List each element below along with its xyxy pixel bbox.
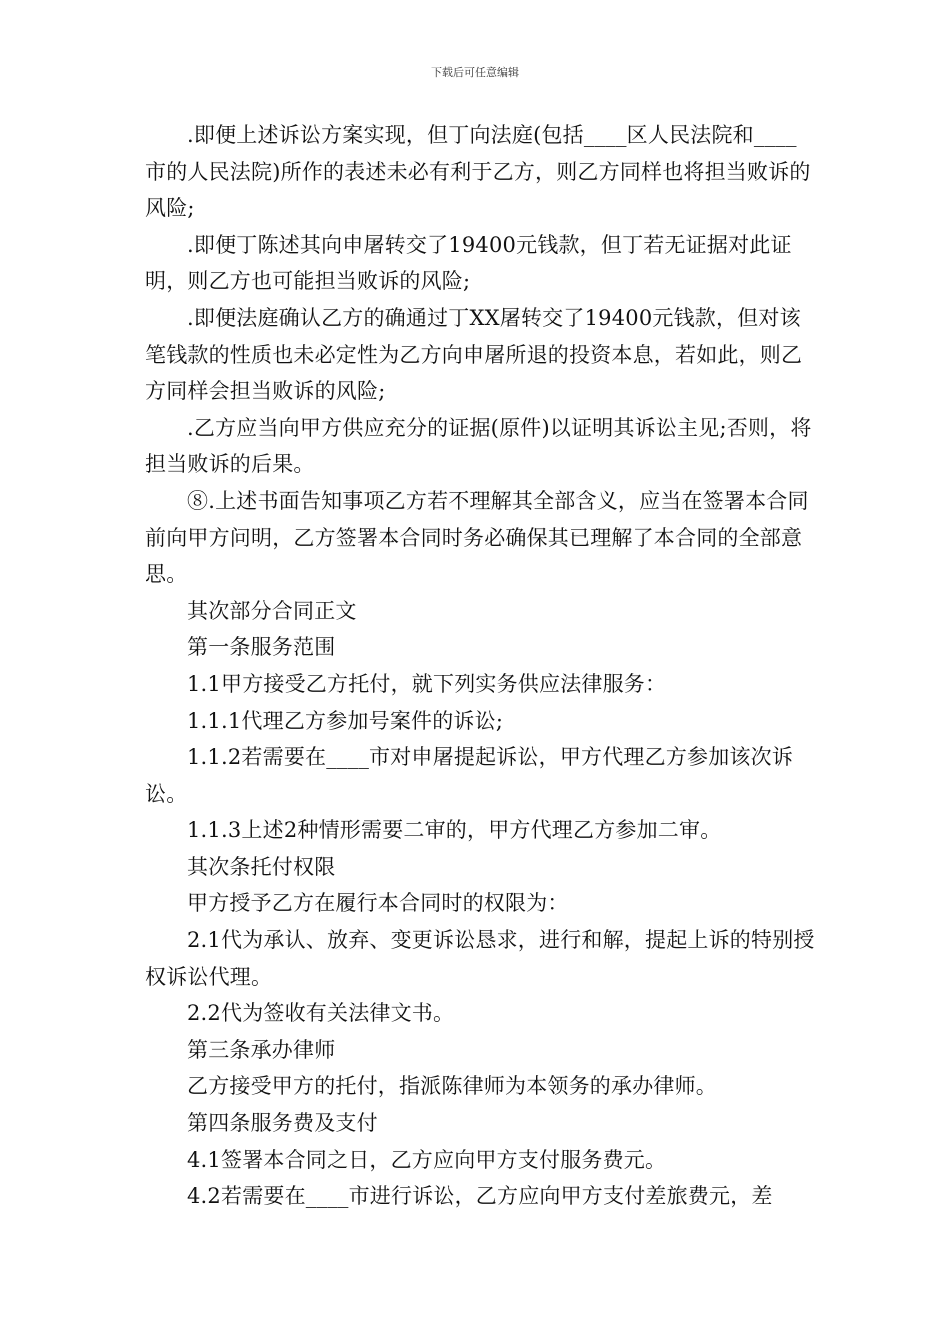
article-heading: 第四条服务费及支付 [187, 1111, 378, 1136]
paragraph: ⑧.上述书面告知事项乙方若不理解其全部含义，应当在签署本合同前向甲方问明，乙方签署本合同时务必确保其已理解了本合同的全部意思。 [145, 488, 809, 587]
clause: 1.1.3上述2种情形需要二审的，甲方代理乙方参加二审。 [187, 818, 722, 843]
article-heading: 第一条服务范围 [187, 635, 336, 660]
section-heading: 其次部分合同正文 [187, 598, 357, 623]
clause: 1.1.1代理乙方参加号案件的诉讼; [187, 708, 504, 733]
paragraph: 甲方授予乙方在履行本合同时的权限为： [187, 891, 569, 916]
article-heading: 其次条托付权限 [187, 854, 336, 879]
clause: 2.1代为承认、放弃、变更诉讼恳求，进行和解，提起上诉的特别授权诉讼代理。 [145, 928, 815, 989]
paragraph: .即便法庭确认乙方的确通过丁XX屠转交了19400元钱款，但对该笔钱款的性质也未必定性为乙方向申屠所退的投资本息，若如此，则乙方同样会担当败诉的风险; [145, 305, 803, 404]
clause: 2.2代为签收有关法律文书。 [187, 1001, 455, 1026]
clause: 4.1签署本合同之日，乙方应向甲方支付服务费元。 [187, 1147, 667, 1172]
clause: 1.1甲方接受乙方托付，就下列实务供应法律服务： [187, 671, 667, 696]
paragraph: .乙方应当向甲方供应充分的证据(原件)以证明其诉讼主见;否则，将担当败诉的后果。 [145, 415, 812, 477]
paragraph: .即便上述诉讼方案实现，但丁向法庭(包括____区人民法院和____市的人民法院)所作的表述未必有利于乙方，则乙方同样也将担当败诉的风险; [145, 123, 811, 221]
clause: 1.1.2若需要在____市对申屠提起诉讼，甲方代理乙方参加该次诉讼。 [145, 745, 794, 806]
article-heading: 第三条承办律师 [187, 1037, 336, 1062]
paragraph: .即便丁陈述其向申屠转交了19400元钱款，但丁若无证据对此证明，则乙方也可能担当败诉的风险; [145, 232, 792, 294]
paragraph: 乙方接受甲方的托付，指派陈律师为本领务的承办律师。 [187, 1074, 717, 1099]
document-body [145, 117, 815, 1215]
page-header: 下载后可任意编辑 [431, 66, 519, 79]
clause: 4.2若需要在____市进行诉讼，乙方应向甲方支付差旅费元，差 [187, 1184, 773, 1209]
